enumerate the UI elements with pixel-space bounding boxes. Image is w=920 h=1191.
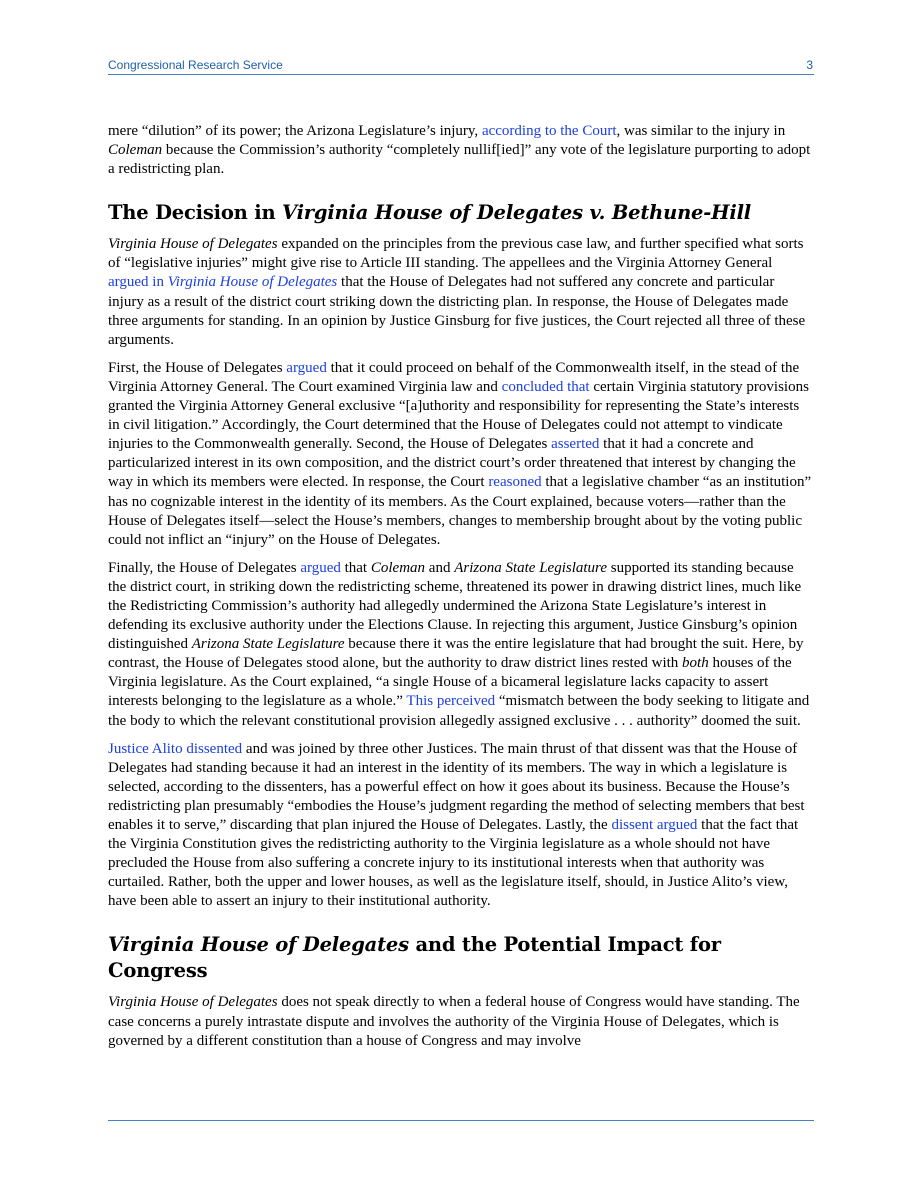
text-run: that: [340, 559, 371, 576]
text-run: that it could proceed on behalf of the Commonwealth itself, in the stead of the Virginia Attorney General. The Court examined Virginia law and: [108, 359, 800, 395]
link-according-to-the-court[interactable]: according to the Court: [481, 123, 617, 139]
case-name: Virginia House of Delegates: [108, 994, 278, 1011]
case-name: Arizona State Legislature: [191, 636, 345, 653]
text-run: mere “dilution” of its power; the Arizona Legislature’s injury,: [108, 123, 482, 139]
page-number: 3: [806, 58, 813, 72]
section-heading-decision: [108, 200, 813, 226]
text-run: expanded on the principles from the previous case law, and further specified what sorts of “legislative injuries” might give rise to Article III standing. The appellees and the Virginia Attorney General: [108, 236, 804, 272]
heading-text: and the Potential Impact for Congress: [108, 933, 721, 983]
case-name: Coleman: [370, 559, 426, 576]
link-this-perceived[interactable]: This perceived: [406, 693, 496, 710]
text-run: Finally, the House of Delegates: [108, 559, 301, 576]
link-reasoned[interactable]: reasoned: [488, 474, 542, 491]
link-justice-alito-dissented[interactable]: Justice Alito dissented: [108, 740, 243, 757]
text-run: because there it was the entire legislature that had brought the suit. Here, by contrast, the House of Delegates stood alone, but the authority to draw district lines rested with: [108, 636, 804, 672]
link-case-name: Virginia House of Delegates: [167, 274, 338, 291]
text-run: houses of the Virginia legislature. As the Court explained, “a single House of a bicameral legislature lacks capacity to assert interests belonging to the legislature as a whole.”: [108, 655, 792, 710]
heading-case-name: Virginia House of Delegates v. Bethune-Hill: [282, 201, 752, 225]
section-heading-impact: [108, 932, 813, 984]
text-run: that it had a concrete and particularized interest in its own composition, and the district court’s order threatened that interest by changing the way in which its members were elected. In response, the Court: [108, 436, 796, 491]
text-run: that a legislative chamber “as an institution” has no cognizable interest in the identity of its members. As the Court explained, because voters—rather than the House of Delegates itself—select the House’s members, changes to membership brought about by the voting public could not inflict an “injury” on the House of Delegates.: [108, 474, 812, 548]
heading-text: The Decision in: [108, 201, 283, 225]
text-run: supported its standing because the district court, in striking down the redistricting scheme, threatened its power in drawing district lines, much like the Redistricting Commission’s authority had allegedly undermined the Arizona State Legislature’s interest in defending its exclusive authority under the Elections Clause. In rejecting this argument, Justice Ginsburg’s opinion distinguished: [108, 559, 802, 653]
paragraph-intro-decision: [108, 235, 813, 350]
link-text: argued in: [108, 274, 168, 291]
link-argued-in-virginia-house[interactable]: [108, 274, 337, 290]
text-run: does not speak directly to when a federal house of Congress would have standing. The case concerns a purely intrastate dispute and involves the authority of the Virginia House of Delegates, which is governed by a different constitution than a house of Congress and may involve: [108, 994, 800, 1049]
text-run: certain Virginia statutory provisions granted the Virginia Attorney General exclusive “[a]uthority and responsibility for representing the State’s interests in civil litigation.” Accordingly, the Court determined that the House of Delegates could not attempt to vindicate injuries to the Commonwealth generally. Second, the House of Delegates: [108, 378, 809, 453]
text-run: “mismatch between the body seeking to litigate and the body to which the relevant constitutional provision allegedly assigned exclusive . . . authority” doomed the suit.: [108, 693, 810, 729]
case-name: Virginia House of Delegates: [108, 236, 278, 253]
link-asserted[interactable]: asserted: [551, 436, 600, 453]
header-org-name: Congressional Research Service: [108, 58, 283, 72]
paragraph-first-second-arguments: [108, 359, 813, 550]
text-run: First, the House of Delegates: [108, 359, 287, 376]
link-concluded-that[interactable]: concluded that: [501, 378, 590, 395]
paragraph-impact: [108, 993, 813, 1050]
link-argued-finally[interactable]: argued: [300, 559, 341, 576]
text-run: that the House of Delegates had not suffered any concrete and particular injury as a result of the district court striking down the districting plan. In response, the House of Delegates made three arguments for standing. In an opinion by Justice Ginsburg for five justices, the Court rejected all three of these arguments.: [108, 274, 806, 348]
running-header: [108, 58, 813, 74]
header-divider: [108, 74, 814, 75]
text-run: that the fact that the Virginia Constitution gives the redistricting authority to the Virginia legislature as a whole should not have precluded the House from also suffering a concrete injury to its institutional interests when that authority was curtailed. Rather, both the upper and lower houses, as well as the legislature itself, should, in Justice Alito’s view, have been able to assert an injury to their institutional authority.: [108, 817, 799, 910]
document-body: [108, 122, 813, 1060]
text-run: and: [425, 559, 455, 576]
paragraph-final-argument: [108, 559, 813, 731]
case-name: Arizona State Legislature: [454, 559, 607, 576]
case-name: Coleman: [108, 142, 163, 159]
heading-case-name: Virginia House of Delegates: [108, 933, 409, 957]
paragraph-continued: [108, 122, 813, 179]
footer-divider: [108, 1120, 814, 1121]
link-dissent-argued[interactable]: dissent argued: [611, 817, 698, 833]
text-run: , was similar to the injury in: [616, 123, 786, 139]
text-run: because the Commission’s authority “completely nullif[ied]” any vote of the legislature purporting to adopt a redistricting plan.: [108, 142, 811, 178]
paragraph-dissent: [108, 740, 813, 912]
text-run: and was joined by three other Justices. The main thrust of that dissent was that the House of Delegates had standing because it had an interest in the identity of its members. The way in which a legislature is selected, according to the dissenters, has a powerful effect on how it goes about its business. Because the House’s redistricting plan presumably “embodies the House’s judgment regarding the method of selecting members that best enables it to serve,” discarding that plan injured the House of Delegates. Lastly, the: [108, 740, 805, 833]
emphasis: both: [682, 655, 709, 672]
link-argued[interactable]: argued: [286, 359, 327, 376]
